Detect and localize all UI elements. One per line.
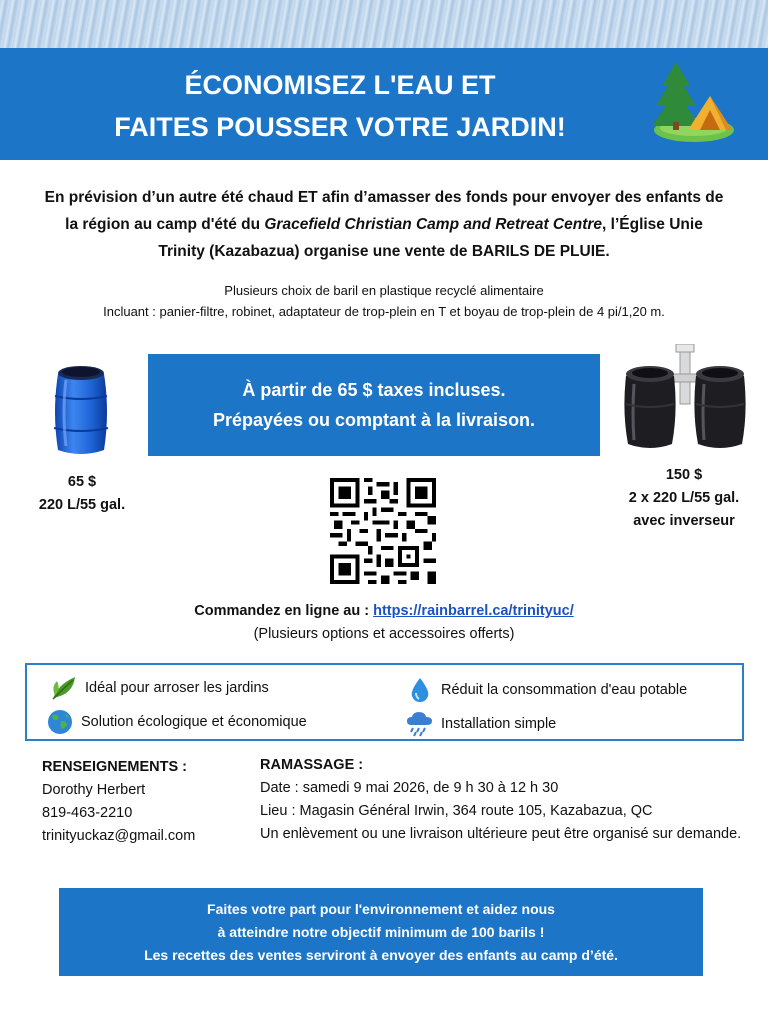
footer-line-1: Faites votre part pour l'environnement et aidez nous [207, 900, 555, 917]
benefit-item [405, 677, 687, 703]
rain-banner-image [0, 0, 768, 50]
camp-tent-icon [648, 60, 736, 144]
order-link[interactable]: https://rainbarrel.ca/trinityuc/ [373, 603, 574, 619]
footer-line-3: Les recettes des ventes serviront à envoyer des enfants au camp d’été. [144, 946, 618, 963]
right-note: avec inverseur [633, 513, 735, 529]
info-heading: RENSEIGNEMENTS : [42, 759, 188, 775]
water-drop-icon [405, 677, 435, 703]
camp-name: Gracefield Christian Camp and Retreat Centre [264, 216, 603, 233]
pickup-date: Date : samedi 9 mai 2026, de 9 h 30 à 12 h 30 [260, 780, 559, 796]
intro-text [40, 184, 728, 265]
left-size: 220 L/55 gal. [38, 497, 126, 513]
benefit-text: Solution écologique et économique [81, 714, 307, 730]
left-price: 65 $ [67, 474, 97, 490]
pickup-note: Un enlèvement ou une livraison ultérieure peut être organisé sur demande. [260, 826, 742, 842]
double-black-barrel-image [622, 344, 748, 454]
order-section [100, 600, 668, 646]
intro-part-1: En prévision d’un autre été chaud ET afin d’amasser des fonds pour envoyer des enfants de la région au camp d'été du [44, 189, 724, 233]
benefits-box [25, 663, 744, 741]
price-line-2: Prépayées ou comptant à la livraison. [212, 410, 536, 430]
rain-cloud-icon [405, 711, 435, 737]
footer-banner [59, 888, 703, 976]
benefit-item [405, 711, 556, 737]
globe-icon [45, 709, 75, 735]
pickup-place: Lieu : Magasin Général Irwin, 364 route 105, Kazabazua, QC [260, 803, 653, 819]
intro-part-2: , l’Église Unie Trinity (Kazabazua) organise une vente de BARILS DE PLUIE. [158, 216, 703, 260]
right-price: 150 $ [665, 467, 703, 483]
right-product-price [596, 464, 768, 533]
contact-name: Dorothy Herbert [42, 782, 146, 798]
left-product-price [20, 471, 144, 517]
pickup-heading: RAMASSAGE : [260, 757, 364, 773]
price-box [148, 354, 600, 456]
contact-email[interactable]: trinityuckaz@gmail.com [42, 828, 196, 844]
footer-line-2: à atteindre notre objectif minimum de 100 barils ! [217, 923, 545, 940]
title-line-1: ÉCONOMISEZ L'EAU ET [184, 70, 496, 100]
benefit-text: Réduit la consommation d'eau potable [441, 682, 688, 698]
contact-phone[interactable]: 819-463-2210 [42, 805, 133, 821]
price-line-1: À partir de 65 $ taxes incluses. [242, 380, 506, 400]
benefit-item [49, 675, 269, 701]
order-sub: (Plusieurs options et accessoires offerts) [253, 626, 515, 642]
contact-info [42, 779, 195, 848]
qr-code[interactable] [330, 478, 436, 584]
barrel-options [20, 280, 748, 322]
right-size: 2 x 220 L/55 gal. [628, 490, 740, 506]
benefit-item [45, 709, 307, 735]
options-line-2: Incluant : panier-filtre, robinet, adaptateur de trop-plein en T et boyau de trop-plein de 4 pi/1,20 m. [103, 304, 665, 319]
options-line-1: Plusieurs choix de baril en plastique recyclé alimentaire [224, 283, 544, 298]
leaf-icon [49, 675, 79, 701]
benefit-text: Installation simple [441, 716, 557, 732]
order-line [100, 600, 668, 623]
order-label: Commandez en ligne au : [194, 603, 374, 619]
page-title [60, 64, 620, 148]
blue-barrel-image [48, 362, 114, 460]
benefit-text: Idéal pour arroser les jardins [85, 680, 269, 696]
pickup-details [260, 777, 750, 846]
title-line-2: FAITES POUSSER VOTRE JARDIN! [114, 112, 566, 142]
